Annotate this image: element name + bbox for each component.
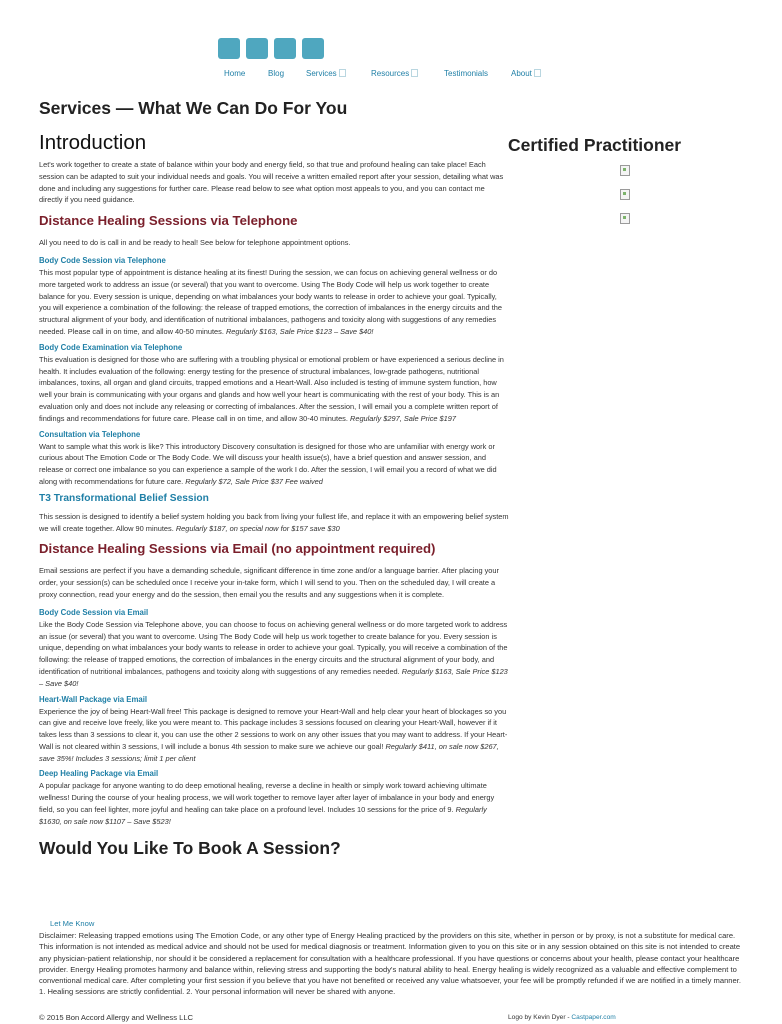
- nav-resources[interactable]: Resources: [371, 69, 410, 78]
- service-description: Want to sample what this work is like? This introductory Discovery consultation is designed for those who are unfamiliar with energy work or curious about The Emotion Code or The Body Code. We will discuss your health issue(s), have a brief question and answer session, and release or correct one imbalance so you can experience a sample of the work I do. After the session, I will email you a record of what we did along with recommendations for future care. Regularly $72, Sale Price $37 Fee waived: [39, 441, 497, 486]
- email-intro: Email sessions are perfect if you have a demanding schedule, significant difference in time zone and/or a language barrier. After placing your order, your session(s) can be scheduled once I receive your in-take form, which I will send to you. Then on the scheduled day, I will create a proxy connection, read your energy and do the session, then email you the results and any suggestions when it is complete.: [39, 566, 499, 599]
- service-title: Body Code Session via Telephone: [39, 255, 166, 265]
- service-price: Regularly $411, on sale now $267, save 35%! Includes 3 sessions; limit 1 per client: [39, 741, 499, 763]
- intro-heading: Introduction: [39, 131, 147, 154]
- nav-resources-item[interactable]: [371, 69, 418, 78]
- logo-credit: Logo by Kevin Dyer - Castpaper.com: [508, 1014, 616, 1021]
- service-description: A popular package for anyone wanting to do deep emotional healing, reverse a decline in health or simply work toward achieving ultimate wellness! During the course of your healing process, we will work together to remove layer after layer of imbalance in your body and energy field, so you can feel lighter, more joyful and healing can take place on a profound level. Includes 10 sessions for the price of 9. Regularly $1630, on sale now $1107 – Save $523!: [39, 781, 495, 826]
- main-content: [39, 130, 509, 865]
- nav-home[interactable]: Home: [224, 69, 246, 78]
- disclaimer: Disclaimer: Releasing trapped emotions using The Emotion Code, or any other type of Energy Healing practiced by the providers on this site, whether in person or by proxy, is not a substitute for medical care. This information is not intended as medical advice and should not be used for medical diagnosis or treatment. Information given to you on this site or in any session obtained on this site is not intended to create any physician-patient relationship, nor should it be considered a replacement for consultation with a healthcare professional. If you have questions or concerns about your health, please contact your healthcare provider. Energy Healing promotes harmony and balance within, relieving stress and supporting the body's natural ability to heal. Energy healing is widely recognized as a valuable and effective complement to conventional medical care. After completing your first session if you believe that you have not benefited or received any value whatsoever, your fee will be promptly refunded if we are notified in a timely manner. 1. Healing sessions are strictly confidential. 2. Your personal information will never be shared with anyone.: [39, 931, 741, 997]
- intro-text: Let's work together to create a state of balance within your body and energy field, so that true and profound healing can take place! Each session can be adapted to suit your individual needs and goals. You will receive a written emailed report after your session, detailing what was done and including any suggestions for further care. Please read below to see what option most appeals to you, and you can contact me directly if you need guidance.: [39, 160, 504, 205]
- service-price: Regularly $1630, on sale now $1107 – Save $523!: [39, 805, 487, 826]
- dropdown-icon: [339, 69, 346, 77]
- service-description: Like the Body Code Session via Telephone above, you can choose to focus on achieving general wellness or do more targeted work to address an issue (or several) that you want to overcome. Using The Body Code will help us work together to create balance for you. Every session is unique, depending on what imbalances your body wants to release in order to achieve your goal. Typically, you will receive a combination of the following: the release of trapped emotions, the correction of imbalances in the energy circuits and the structural alignment of your body, and identification of nutritional imbalances, pathogens and toxicity along with suggestions of any remedies needed. Regularly $163, Sale Price $123 – Save $40!: [39, 619, 508, 688]
- social-icon[interactable]: [302, 38, 324, 59]
- service-price: Regularly $163, Sale Price $123 – Save $40!: [225, 326, 374, 336]
- nav-about[interactable]: About: [511, 69, 532, 78]
- nav-about-item[interactable]: [511, 69, 541, 78]
- social-icon[interactable]: [218, 38, 240, 59]
- sidebar: [508, 134, 688, 224]
- service-description: Experience the joy of being Heart-Wall free! This package is designed to remove your Heart-Wall and help clear your heart of blockages so you can give and receive love freely, like you were meant to. This package includes 3 sessions focused on clearing your Heart-Wall, however if it takes less than 3 sessions to clear it, you can use the other 2 sessions to work on any other issues that you may want to address. If your Heart-Wall is not cleared within 3 sessions, I will include a bonus 4th session to make sure we achieve our goal! Regularly $411, on sale now $267, save 35%! Includes 3 sessions; limit 1 per client: [39, 706, 508, 763]
- service-title: Body Code Session via Email: [39, 607, 149, 617]
- service-title: Deep Healing Package via Email: [39, 769, 159, 779]
- service-description: This most popular type of appointment is distance healing at its finest! During the session, we can focus on achieving general wellness or do more targeted work to address an issue (or several) that you want to overcome. Using The Body Code will help us work together to create balance for you. Every session is unique, depending on what imbalances your body wants to release in order to achieve your goal. Typically, you will experience a combination of the following: the release of trapped emotions, the correction of imbalances in the energy circuits and the structural alignment of your body, and identification of nutritional imbalances, pathogens and toxicity along with suggestions of any remedies needed. Please call in on time, and allow 40-50 minutes. Regularly $163, Sale Price $123 – Save $40!: [39, 267, 502, 336]
- service-price: Regularly $297, Sale Price $197: [350, 413, 456, 423]
- telephone-heading: Distance Healing Sessions via Telephone: [39, 213, 298, 229]
- social-icons: [218, 38, 324, 59]
- logo-credit-link[interactable]: Castpaper.com: [571, 1014, 616, 1021]
- dropdown-icon: [411, 69, 418, 77]
- sidebar-heading: Certified Practitioner: [508, 135, 682, 155]
- social-icon[interactable]: [274, 38, 296, 59]
- service-title: Heart-Wall Package via Email: [39, 694, 148, 704]
- service-title: Body Code Examination via Telephone: [39, 342, 183, 352]
- dropdown-icon: [534, 69, 541, 77]
- certification-image: [620, 213, 630, 224]
- book-heading: Would You Like To Book A Session?: [39, 837, 341, 858]
- service-price: Regularly $72, Sale Price $37 Fee waived: [185, 476, 323, 486]
- let-me-know-link[interactable]: Let Me Know: [50, 919, 95, 928]
- copyright: © 2015 Bon Accord Allergy and Wellness LLC: [39, 1013, 194, 1022]
- nav-services[interactable]: Services: [306, 69, 337, 78]
- t3-description: This session is designed to identify a belief system holding you back from living your fullest life, and replace it with an empowering belief system we will create together. Allow 90 minutes. Regularly $187, on special now for $157 save $30: [39, 511, 509, 533]
- social-icon[interactable]: [246, 38, 268, 59]
- certification-image: [620, 189, 630, 200]
- t3-heading: T3 Transformational Belief Session: [39, 492, 209, 504]
- email-heading: Distance Healing Sessions via Email (no appointment required): [39, 541, 436, 557]
- service-title: Consultation via Telephone: [39, 429, 141, 439]
- page-title: Services — What We Can Do For You: [39, 98, 348, 118]
- nav-testimonials[interactable]: Testimonials: [444, 69, 489, 78]
- service-price: Regularly $163, Sale Price $123 – Save $40!: [39, 666, 508, 688]
- nav-services-item[interactable]: [306, 69, 346, 78]
- telephone-intro: All you need to do is call in and be ready to heal! See below for telephone appointment options.: [39, 238, 351, 248]
- nav-blog[interactable]: Blog: [268, 69, 285, 78]
- certification-image: [620, 165, 630, 176]
- service-description: This evaluation is designed for those who are suffering with a troubling physical or emotional problem or have experienced a serious decline in health. It includes evaluation of the following: energy testing for the presence of structural imbalances, low-grade pathogens, nutritional imbalances, toxins, all organ and gland circuits, trapped emotions and a Heart-Wall. Also included is testing of immune system function, how well your brain is communicating with your organs and glands and how well your heart is communicating with the rest of your body. This is an evaluation only and does not include any releasing or correcting of imbalances. After the session, I will email you a complete written report of findings and recommendations for future care. Please call in on time, and allow 30-40 minutes. Regularly $297, Sale Price $197: [39, 354, 504, 423]
- service-price: Regularly $187, on special now for $157 save $30: [175, 523, 340, 533]
